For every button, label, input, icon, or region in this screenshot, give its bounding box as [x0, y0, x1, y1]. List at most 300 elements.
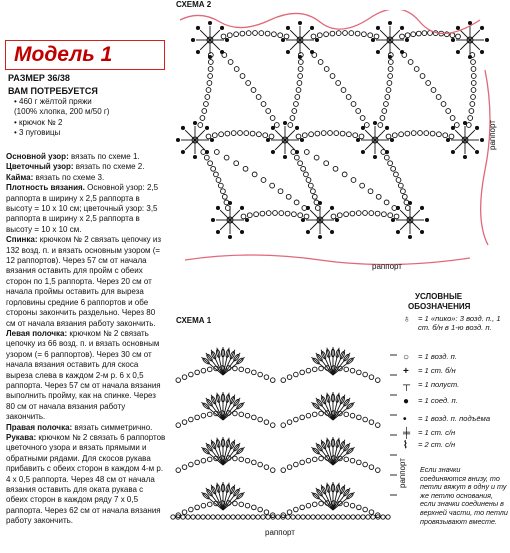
chain-stitch	[212, 133, 217, 138]
chain-stitch	[454, 123, 459, 128]
chain-stitch	[264, 510, 269, 515]
chain-stitch	[430, 131, 435, 136]
chain-stitch	[369, 510, 374, 515]
chain-stitch	[287, 420, 292, 425]
chain-stitch	[341, 88, 346, 93]
chain-stitch	[369, 465, 374, 470]
chain-stitch	[331, 214, 336, 219]
foundation-chain	[261, 515, 265, 519]
chain-stitch	[272, 32, 277, 37]
chain-stitch	[258, 372, 263, 377]
chain-stitch	[254, 212, 259, 217]
chain-stitch	[239, 457, 244, 462]
petal-dot	[283, 155, 286, 158]
chain-stitch	[471, 74, 476, 79]
chain-stitch	[246, 81, 251, 86]
chain-stitch	[359, 134, 364, 139]
petal-dot	[361, 150, 364, 153]
petal-dot	[456, 26, 459, 29]
petal-dot	[480, 26, 483, 29]
chain-stitch	[355, 31, 360, 36]
chain-stitch	[288, 123, 293, 128]
chain-stitch	[297, 81, 302, 86]
chain-stitch	[270, 378, 275, 383]
petal-stitch	[320, 220, 330, 230]
chain-stitch	[309, 132, 314, 137]
scheme2-diagram	[170, 10, 500, 265]
legend-symbol: +	[403, 366, 409, 377]
chain-stitch	[331, 456, 336, 461]
chain-stitch	[182, 510, 187, 515]
chain-stitch	[208, 60, 213, 65]
petal-dot	[400, 26, 403, 29]
petal-stitch	[285, 140, 295, 150]
petal-dot	[286, 50, 289, 53]
petal-stitch	[460, 30, 470, 40]
instr-right-front: Правая полочка: вязать симметрично.	[6, 422, 153, 432]
petal-dot	[266, 138, 269, 141]
petal-stitch	[220, 210, 230, 220]
chain-stitch	[294, 155, 299, 160]
chain-stitch	[273, 211, 278, 216]
petal-stitch	[195, 130, 205, 140]
petal-stitch	[230, 210, 240, 220]
chain-stitch	[252, 505, 257, 510]
chain-stitch	[356, 109, 361, 114]
chain-stitch	[314, 155, 319, 160]
chain-stitch	[388, 213, 393, 218]
petal-dot	[408, 235, 411, 238]
chain-stitch	[189, 372, 194, 377]
chain-stitch	[351, 178, 356, 183]
chain-stitch	[281, 423, 286, 428]
petal-dot	[181, 150, 184, 153]
chain-stitch	[360, 116, 365, 121]
petal-dot	[205, 126, 208, 129]
legend-text: = 1 соед. п.	[418, 396, 458, 405]
chain-stitch	[201, 503, 206, 508]
petal-dot	[298, 21, 301, 24]
foundation-chain	[191, 515, 195, 519]
chain-stitch	[349, 31, 354, 36]
chain-stitch	[437, 132, 442, 137]
instructions	[6, 152, 166, 527]
chain-stitch	[234, 32, 239, 37]
chain-stitch	[308, 183, 313, 188]
petal-dot	[240, 206, 243, 209]
petal-dot	[376, 26, 379, 29]
chain-stitch	[266, 109, 271, 114]
chain-stitch	[292, 212, 297, 217]
chain-stitch	[444, 32, 449, 37]
chain-stitch	[324, 67, 329, 72]
chain-stitch	[294, 417, 299, 422]
needs-header: ВАМ ПОТРЕБУЕТСЯ	[8, 86, 98, 96]
legend-symbol: ○	[403, 352, 410, 363]
need-item: • 460 г жёлтой пряжи	[14, 97, 92, 106]
chain-stitch	[204, 102, 209, 107]
petal-stitch	[200, 30, 210, 40]
scheme1-rapport-bottom: раппорт	[265, 528, 295, 537]
legend-text: = 1 возд. п. подъёма	[418, 414, 491, 423]
petal-dot	[451, 150, 454, 153]
chain-stitch	[201, 458, 206, 463]
foundation-chain	[306, 515, 310, 519]
chain-stitch	[357, 505, 362, 510]
chain-stitch	[344, 367, 349, 372]
instr-main-pattern: Основной узор: вязать по схеме 1.	[6, 152, 140, 161]
foundation-chain	[226, 515, 230, 519]
chain-stitch	[363, 211, 368, 216]
chain-stitch	[264, 375, 269, 380]
chain-stitch	[384, 102, 389, 107]
petal-dot	[240, 230, 243, 233]
foundation-chain	[301, 515, 305, 519]
petal-stitch	[275, 140, 285, 150]
chain-stitch	[331, 501, 336, 506]
chain-stitch	[258, 417, 263, 422]
chain-stitch	[328, 131, 333, 136]
chain-stitch	[251, 88, 256, 93]
foundation-chain	[361, 515, 365, 519]
petal-dot	[306, 230, 309, 233]
petal-dot	[485, 38, 488, 41]
petal-stitch	[380, 30, 390, 40]
chain-stitch	[218, 183, 223, 188]
petal-dot	[451, 38, 454, 41]
instr-flower-pattern: Цветочный узор: вязать по схеме 2.	[6, 162, 145, 172]
chain-stitch	[470, 53, 475, 58]
chain-stitch	[182, 465, 187, 470]
legend-note: Если значки соединяются внизу, то петли вяжут в одну и ту же петлю основания, если значки соединены в верхней части, то петли провязывают вместе.	[420, 465, 508, 526]
petal-dot	[196, 26, 199, 29]
petal-dot	[228, 235, 231, 238]
foundation-chain	[386, 515, 390, 519]
chain-stitch	[286, 194, 291, 199]
petal-dot	[446, 138, 449, 141]
chain-stitch	[470, 102, 475, 107]
petal-dot	[193, 155, 196, 158]
chain-stitch	[402, 194, 407, 199]
chain-stitch	[234, 161, 239, 166]
petal-stitch	[300, 40, 310, 50]
scheme1-rapport-side: раппорт	[398, 458, 407, 488]
chain-stitch	[216, 178, 221, 183]
chain-stitch	[245, 368, 250, 373]
foundation-chain	[221, 515, 225, 519]
petal-dot	[216, 230, 219, 233]
chain-stitch	[312, 53, 317, 58]
chain-stitch	[201, 413, 206, 418]
petal-stitch	[410, 210, 420, 220]
instr-back: Спинка: крючком № 2 связать цепочку из 132 возд. п. и вязать основным узором (= 12 раппортов). Через 57 см от начала вязания оставить для пройм с обеих сторон по 1,5 раппорта. Через 20 см от начала проймы оставить для выреза горловины средние 6 раппортов и обе стороны закончить раздельно. Через 80 см от начала вязания работу закончить.	[6, 235, 162, 328]
foundation-chain	[371, 515, 375, 519]
petal-dot	[220, 26, 223, 29]
chain-stitch	[294, 102, 299, 107]
petal-stitch	[375, 130, 385, 140]
chain-stitch	[224, 155, 229, 160]
chain-stitch	[219, 132, 224, 137]
petal-dot	[385, 126, 388, 129]
chain-stitch	[287, 465, 292, 470]
need-item: • 3 пуговицы	[14, 128, 61, 138]
chain-stitch	[206, 88, 211, 93]
chain-stitch	[285, 211, 290, 216]
chain-stitch	[330, 31, 335, 36]
foundation-chain	[366, 515, 370, 519]
chain-stitch	[443, 133, 448, 138]
chain-stitch	[261, 178, 266, 183]
chain-stitch	[344, 457, 349, 462]
chain-stitch	[318, 60, 323, 65]
chain-stitch	[252, 460, 257, 465]
edge-line	[481, 70, 490, 245]
chain-stitch	[399, 132, 404, 137]
petal-stitch	[290, 30, 300, 40]
chain-stitch	[384, 155, 389, 160]
chain-stitch	[350, 458, 355, 463]
chain-stitch	[388, 161, 393, 166]
chain-stitch	[245, 413, 250, 418]
petal-stitch	[460, 40, 470, 50]
foundation-chain	[256, 515, 260, 519]
chain-stitch	[205, 95, 210, 100]
scheme2-rapport-bottom: раппорт	[372, 262, 402, 271]
chain-stitch	[225, 206, 230, 211]
petal-stitch	[310, 220, 320, 230]
chain-stitch	[256, 95, 261, 100]
chain-stitch	[247, 213, 252, 218]
petal-stitch	[230, 220, 240, 230]
petal-stitch	[390, 40, 400, 50]
chain-stitch	[220, 411, 225, 416]
chain-stitch	[375, 468, 380, 473]
chain-stitch	[296, 88, 301, 93]
chain-stitch	[252, 370, 257, 375]
chain-stitch	[306, 368, 311, 373]
legend-symbol: ╪	[403, 428, 411, 439]
chain-stitch	[408, 60, 413, 65]
chain-stitch	[391, 166, 396, 171]
chain-stitch	[294, 462, 299, 467]
foundation-chain	[251, 515, 255, 519]
foundation-chain	[216, 515, 220, 519]
foundation-chain	[266, 515, 270, 519]
chain-stitch	[388, 60, 393, 65]
chain-stitch	[396, 178, 401, 183]
chain-stitch	[233, 456, 238, 461]
petal-dot	[216, 206, 219, 209]
chain-stitch	[336, 31, 341, 36]
chain-stitch	[376, 194, 381, 199]
chain-stitch	[245, 503, 250, 508]
chain-stitch	[259, 31, 264, 36]
chain-stitch	[312, 367, 317, 372]
petal-dot	[330, 230, 333, 233]
petal-dot	[176, 138, 179, 141]
edge-line	[185, 255, 470, 265]
chain-stitch	[225, 131, 230, 136]
chain-stitch	[357, 460, 362, 465]
chain-stitch	[387, 81, 392, 86]
petal-dot	[388, 21, 391, 24]
petal-dot	[181, 126, 184, 129]
petal-stitch	[365, 140, 375, 150]
chain-stitch	[388, 74, 393, 79]
chain-stitch	[294, 507, 299, 512]
petal-dot	[335, 218, 338, 221]
chain-stitch	[294, 372, 299, 377]
legend-text: = 1 ст. с/н	[418, 428, 456, 437]
chain-stitch	[206, 134, 211, 139]
petal-dot	[193, 121, 196, 124]
chain-stitch	[252, 415, 257, 420]
chain-stitch	[319, 411, 324, 416]
chain-stitch	[344, 212, 349, 217]
chain-stitch	[243, 166, 248, 171]
chain-stitch	[300, 505, 305, 510]
chain-stitch	[401, 189, 406, 194]
chain-stitch	[441, 102, 446, 107]
chain-stitch	[207, 502, 212, 507]
chain-stitch	[208, 161, 213, 166]
chain-stitch	[240, 74, 245, 79]
chain-stitch	[312, 412, 317, 417]
chain-stitch	[245, 458, 250, 463]
chain-stitch	[350, 503, 355, 508]
chain-stitch	[200, 116, 205, 121]
chain-stitch	[198, 123, 203, 128]
chain-stitch	[284, 34, 289, 39]
petal-dot	[425, 218, 428, 221]
chain-stitch	[312, 194, 317, 199]
chain-stitch	[471, 88, 476, 93]
chain-stitch	[398, 183, 403, 188]
chain-stitch	[386, 134, 391, 139]
chain-stitch	[342, 172, 347, 177]
chain-stitch	[264, 420, 269, 425]
chain-stitch	[300, 460, 305, 465]
chain-stitch	[244, 131, 249, 136]
chain-stitch	[281, 468, 286, 473]
chain-stitch	[207, 457, 212, 462]
petal-dot	[300, 138, 303, 141]
chain-stitch	[369, 420, 374, 425]
petal-stitch	[220, 220, 230, 230]
foundation-chain	[276, 515, 280, 519]
petal-stitch	[185, 140, 195, 150]
chain-stitch	[253, 31, 258, 36]
petal-dot	[196, 50, 199, 53]
chain-stitch	[221, 34, 226, 39]
petal-dot	[301, 218, 304, 221]
chain-stitch	[411, 32, 416, 37]
petal-stitch	[410, 220, 420, 230]
petal-dot	[480, 138, 483, 141]
petal-stitch	[210, 40, 220, 50]
petal-stitch	[210, 30, 220, 40]
chain-stitch	[222, 53, 227, 58]
chain-stitch	[382, 109, 387, 114]
chain-stitch	[324, 32, 329, 37]
chain-stitch	[386, 88, 391, 93]
chain-stitch	[207, 81, 212, 86]
chain-stitch	[274, 123, 279, 128]
chain-stitch	[263, 133, 268, 138]
foundation-chain	[326, 515, 330, 519]
foundation-chain	[196, 515, 200, 519]
chain-stitch	[331, 366, 336, 371]
petal-stitch	[285, 130, 295, 140]
petal-dot	[208, 21, 211, 24]
petal-dot	[475, 150, 478, 153]
petal-dot	[463, 155, 466, 158]
chain-stitch	[231, 131, 236, 136]
legend-title-1: УСЛОВНЫЕ	[415, 292, 463, 301]
model-title-box	[5, 40, 165, 70]
petal-dot	[390, 138, 393, 141]
foundation-chain	[171, 515, 175, 519]
foundation-chain	[321, 515, 325, 519]
foundation-chain	[211, 515, 215, 519]
petal-dot	[396, 230, 399, 233]
chain-stitch	[300, 370, 305, 375]
chain-stitch	[258, 462, 263, 467]
chain-stitch	[195, 505, 200, 510]
petal-stitch	[400, 220, 410, 230]
petal-dot	[420, 230, 423, 233]
foundation-chain	[286, 515, 290, 519]
petal-stitch	[365, 130, 375, 140]
chain-stitch	[301, 166, 306, 171]
chain-stitch	[239, 412, 244, 417]
chain-stitch	[350, 368, 355, 373]
legend-title-2: ОБОЗНАЧЕНИЯ	[408, 302, 471, 311]
chain-stitch	[287, 510, 292, 515]
chain-stitch	[195, 370, 200, 375]
foundation-chain	[181, 515, 185, 519]
petal-stitch	[455, 140, 465, 150]
chain-stitch	[375, 378, 380, 383]
chain-stitch	[204, 155, 209, 160]
chain-stitch	[295, 95, 300, 100]
chain-stitch	[270, 116, 275, 121]
chain-stitch	[357, 370, 362, 375]
need-item: (100% хлопка, 200 м/50 г)	[14, 107, 110, 117]
chain-stitch	[238, 131, 243, 136]
foundation-chain	[331, 515, 335, 519]
chain-stitch	[312, 502, 317, 507]
petal-dot	[451, 126, 454, 129]
chain-stitch	[394, 172, 399, 177]
chain-stitch	[363, 507, 368, 512]
chain-stitch	[298, 161, 303, 166]
chain-stitch	[298, 67, 303, 72]
chain-stitch	[300, 415, 305, 420]
chain-stitch	[278, 189, 283, 194]
chain-stitch	[405, 206, 410, 211]
chain-stitch	[466, 123, 471, 128]
scheme1-diagram	[168, 325, 398, 525]
petal-dot	[283, 121, 286, 124]
chain-stitch	[294, 200, 299, 205]
chain-stitch	[385, 95, 390, 100]
petal-stitch	[375, 140, 385, 150]
petal-stitch	[470, 40, 480, 50]
petal-dot	[281, 38, 284, 41]
petal-dot	[371, 38, 374, 41]
chain-stitch	[234, 67, 239, 72]
